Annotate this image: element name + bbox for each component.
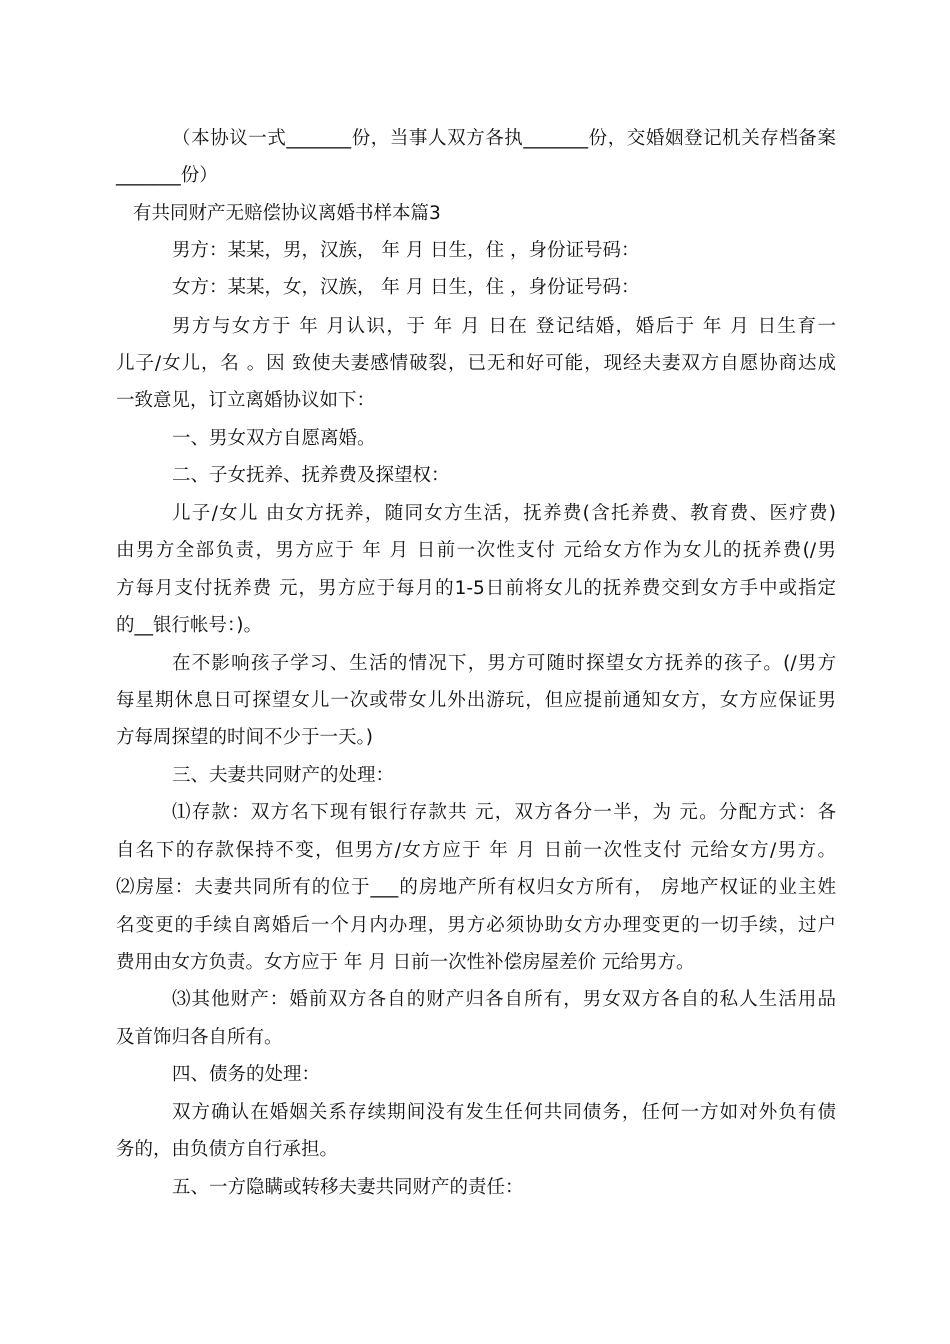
other-property-line-2: 及首饰归各自所有。 bbox=[116, 1027, 283, 1048]
clause-5-heading: 五、一方隐瞒或转移夫妻共同财产的责任： bbox=[172, 1177, 524, 1198]
clause-1-heading: 一、男女双方自愿离婚。 bbox=[172, 428, 376, 449]
clause-3-heading: 三、夫妻共同财产的处理： bbox=[172, 765, 395, 786]
deposit-item-line-1: ⑴存款：双方名下现有银行存款共 元，双方各分一半，为 元。分配方式：各 bbox=[172, 802, 836, 823]
other-property-line-1: ⑶其他财产：婚前双方各自的财产归各自所有，男女双方各自的私人生活用品 bbox=[172, 989, 836, 1010]
debt-paragraph-line-1: 双方确认在婚姻关系存续期间没有发生任何共同债务，任何一方如对外负有债 bbox=[172, 1102, 836, 1123]
copies-note-line-1: （本协议一式_______份，当事人双方各执_______份，交婚姻登记机关存档备案 bbox=[172, 128, 836, 149]
intro-paragraph-line-2: 儿子/女儿，名 。因 致使夫妻感情破裂，已无和好可能，现经夫妻双方自愿协商达成 bbox=[116, 353, 836, 374]
intro-paragraph-line-1: 男方与女方于 年 月认识，于 年 月 日在 登记结婚，婚后于 年 月 日生育一 bbox=[172, 316, 836, 337]
custody-paragraph-line-4: 的__银行帐号：)。 bbox=[116, 615, 262, 636]
female-party-info: 女方：某某，女，汉族， 年 月 日生，住 ，身份证号码： bbox=[172, 277, 640, 298]
house-item-line-1: ⑵房屋：夫妻共同所有的位于___的房地产所有权归女方所有， 房地产权证的业主姓 bbox=[116, 877, 836, 898]
clause-2-heading: 二、子女抚养、抚养费及探望权： bbox=[172, 465, 450, 486]
house-item-line-2: 名变更的手续自离婚后一个月内办理，男方必须协助女方办理变更的一切手续，过户 bbox=[116, 915, 836, 936]
custody-paragraph-line-1: 儿子/女儿 由女方抚养，随同女方生活，抚养费(含托养费、教育费、医疗费) bbox=[172, 503, 836, 524]
copies-note-line-2: _______份） bbox=[116, 165, 218, 186]
house-item-line-3: 费用由女方负责。女方应于 年 月 日前一次性补偿房屋差价 元给男方。 bbox=[116, 952, 695, 973]
custody-paragraph-line-2: 由男方全部负责，男方应于 年 月 日前一次性支付 元给女方作为女儿的抚养费(/男 bbox=[116, 540, 836, 561]
visitation-paragraph-line-1: 在不影响孩子学习、生活的情况下，男方可随时探望女方抚养的孩子。(/男方 bbox=[172, 653, 836, 674]
debt-paragraph-line-2: 务的，由负债方自行承担。 bbox=[116, 1139, 339, 1160]
visitation-paragraph-line-3: 方每周探望的时间不少于一天。) bbox=[116, 727, 373, 748]
custody-paragraph-line-3: 方每月支付抚养费 元，男方应于每月的1-5日前将女儿的抚养费交到女方手中或指定 bbox=[116, 578, 836, 599]
male-party-info: 男方：某某，男，汉族， 年 月 日生，住 ，身份证号码： bbox=[172, 240, 640, 261]
section-title: 有共同财产无赔偿协议离婚书样本篇3 bbox=[133, 203, 441, 224]
deposit-item-line-2: 自名下的存款保持不变，但男方/女方应于 年 月 日前一次性支付 元给女方/男方。 bbox=[116, 840, 836, 861]
clause-4-heading: 四、债务的处理： bbox=[172, 1064, 321, 1085]
visitation-paragraph-line-2: 每星期休息日可探望女儿一次或带女儿外出游玩，但应提前通知女方，女方应保证男 bbox=[116, 690, 836, 711]
intro-paragraph-line-3: 一致意见，订立离婚协议如下： bbox=[116, 390, 376, 411]
